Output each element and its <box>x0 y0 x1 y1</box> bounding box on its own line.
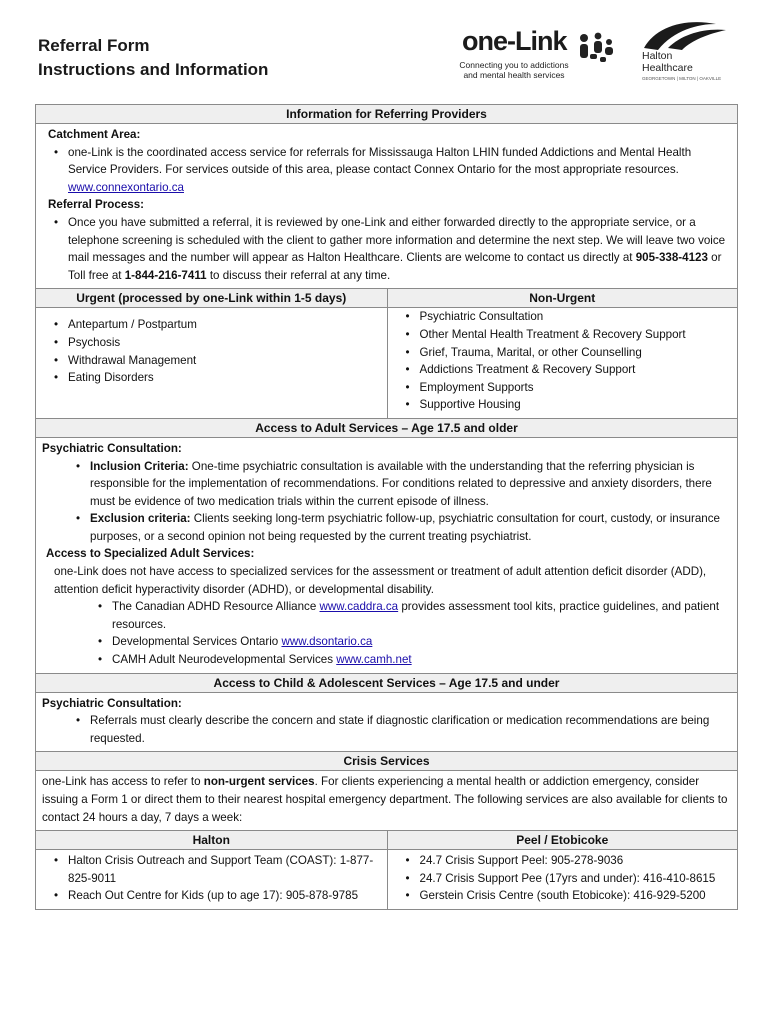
list-item: • Halton Crisis Outreach and Support Team (COAST): 1-877-825-9011 <box>68 852 381 887</box>
list-item: • 24.7 Crisis Support Pee (17yrs and under): 416-410-8615 <box>420 870 732 888</box>
specialized-resources-list <box>42 598 731 668</box>
halton-logo-locations: GEORGETOWN | MILTON | OAKVILLE <box>642 76 722 81</box>
list-item: • Employment Supports <box>420 379 732 397</box>
specialized-label: Access to Specialized Adult Services: <box>46 547 255 561</box>
list-item: • Once you have submitted a referral, it is reviewed by one-Link and either forwarded directly to the appropriate service, or a telephone screening is scheduled with the client to gather more information and determine the next step. We will leave two voice mail messages and the number will appear as Halton Healthcare. Clients are welcome to contact us directly at 905-338-4123 or Toll free at 1-844-216-7411 to discuss their referral at any time. <box>68 214 731 284</box>
nonurgent-heading: Non-Urgent <box>388 289 738 308</box>
peel-heading: Peel / Etobicoke <box>388 831 738 850</box>
child-psych-label: Psychiatric Consultation: <box>42 696 182 710</box>
onelink-logo-name: one-Link <box>462 26 567 56</box>
urgency-table <box>36 288 737 418</box>
list-item: • one-Link is the coordinated access service for referrals for Mississauga Halton LHIN funded Addictions and Mental Health Service Providers. For services outside of this area, please contact Connex Ontario for the most appropriate resources. www.connexontario.ca <box>68 144 731 197</box>
halton-list <box>42 852 381 905</box>
urgent-column <box>36 289 387 418</box>
people-icon <box>576 32 618 68</box>
nonurgent-list <box>394 308 732 414</box>
halton-column <box>36 831 387 909</box>
referral-info-table <box>35 104 738 910</box>
camh-link[interactable]: www.camh.net <box>336 653 412 667</box>
list-item: • 24.7 Crisis Support Peel: 905-278-9036 <box>420 852 732 870</box>
list-item: • Exclusion criteria: Clients seeking long-term psychiatric follow-up, psychiatric consultation for court, custody, or insurance purposes, or a second opinion not being requested by the current treating psychiatrist. <box>90 510 731 545</box>
onelink-phone: 905-338-4123 <box>635 251 708 265</box>
halton-logo-name: Halton Healthcare <box>642 50 693 74</box>
list-item: • Developmental Services Ontario www.dsontario.ca <box>112 633 731 651</box>
specialized-text: one-Link does not have access to specialized services for the assessment or treatment of adult attention deficit disorder (ADD), attention deficit hyperactivity disorder (ADHD), or developmental disability. <box>54 565 707 596</box>
page-title: Referral Form <box>38 36 150 55</box>
list-item: • Other Mental Health Treatment & Recovery Support <box>420 326 732 344</box>
adult-heading: Access to Adult Services – Age 17.5 and older <box>36 418 737 438</box>
list-item: • The Canadian ADHD Resource Alliance www.caddra.ca provides assessment tool kits, practice guidelines, and patient resources. <box>112 598 731 633</box>
halton-healthcare-logo <box>638 18 738 88</box>
list-item: • Psychosis <box>68 334 381 352</box>
list-item: • CAMH Adult Neurodevelopmental Services www.camh.net <box>112 651 731 669</box>
adult-psych-label: Psychiatric Consultation: <box>42 441 182 455</box>
nonurgent-column <box>387 289 738 418</box>
providers-heading: Information for Referring Providers <box>36 105 737 124</box>
catchment-label: Catchment Area: <box>48 128 141 141</box>
urgent-heading: Urgent (processed by one-Link within 1-5 days) <box>36 289 387 308</box>
process-label: Referral Process: <box>48 198 145 212</box>
child-list <box>42 712 731 747</box>
catchment-list <box>42 144 731 197</box>
crisis-table <box>36 830 737 909</box>
list-item: • Gerstein Crisis Centre (south Etobicoke): 416-929-5200 <box>420 887 732 905</box>
dsontario-link[interactable]: www.dsontario.ca <box>281 635 373 649</box>
halton-swoosh-icon <box>638 18 734 52</box>
halton-heading: Halton <box>36 831 387 850</box>
list-item: • Antepartum / Postpartum <box>68 316 381 334</box>
child-heading: Access to Child & Adolescent Services – Age 17.5 and under <box>36 673 737 693</box>
connexontario-link[interactable]: www.connexontario.ca <box>68 180 184 194</box>
caddra-link[interactable]: www.caddra.ca <box>319 600 399 614</box>
list-item: • Withdrawal Management <box>68 352 381 370</box>
child-section <box>36 693 737 752</box>
list-item: • Reach Out Centre for Kids (up to age 17): 905-878-9785 <box>68 887 381 905</box>
list-item: • Addictions Treatment & Recovery Support <box>420 361 732 379</box>
peel-column <box>387 831 738 909</box>
crisis-heading: Crisis Services <box>36 751 737 771</box>
adult-section <box>36 438 737 673</box>
process-list <box>42 214 731 284</box>
onelink-logo <box>452 26 622 84</box>
onelink-logo-tagline: Connecting you to addictions and mental health services <box>459 60 569 80</box>
list-item: • Psychiatric Consultation <box>420 308 732 326</box>
list-item: • Inclusion Criteria: One-time psychiatric consultation is available with the understanding that the referring physician is responsible for the implementation of recommendations. For conditions related to depressive and anxiety disorders, there must be evidence of two medication trials within the current episode of illness. <box>90 458 731 511</box>
providers-section <box>36 124 737 288</box>
adult-criteria-list <box>42 458 731 546</box>
onelink-tollfree-phone: 1-844-216-7411 <box>124 268 207 282</box>
page-subtitle: Instructions and Information <box>38 60 269 79</box>
crisis-section: one-Link has access to refer to non-urgent services. For clients experiencing a mental health or addiction emergency, consider issuing a Form 1 or direct them to their nearest hospital emergency department. The following services are also available for clients to contact 24 hours a day, 7 days a week: <box>42 775 728 824</box>
list-item: • Supportive Housing <box>420 396 732 414</box>
title-block <box>38 34 268 82</box>
list-item: • Eating Disorders <box>68 369 381 387</box>
list-item: • Referrals must clearly describe the concern and state if diagnostic clarification or medication recommendations are being requested. <box>90 712 731 747</box>
peel-list <box>394 852 732 905</box>
list-item: • Grief, Trauma, Marital, or other Counselling <box>420 344 732 362</box>
urgent-list <box>42 316 381 386</box>
